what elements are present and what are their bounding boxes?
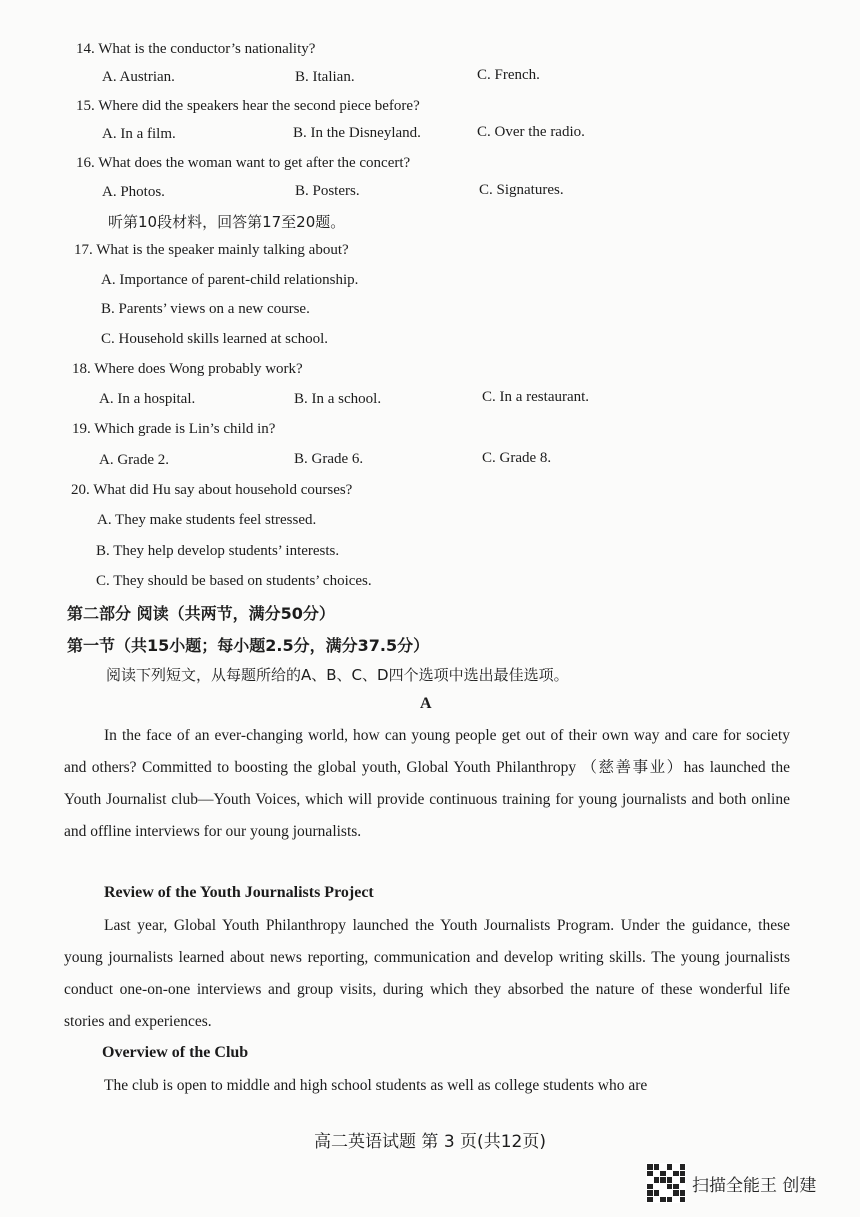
option-17a: A. Importance of parent-child relationship. (101, 272, 359, 288)
option-17b: B. Parents’ views on a new course. (101, 301, 310, 317)
passage-label: A (420, 695, 432, 712)
question-number: 17. (74, 242, 93, 258)
question-16 (76, 155, 410, 172)
option-14a: A. Austrian. (102, 69, 175, 85)
question-number: 16. (76, 155, 95, 171)
watermark-text: 扫描全能王 创建 (692, 1175, 817, 1196)
option-20c: C. They should be based on students’ choices. (96, 573, 372, 589)
option-14c: C. French. (477, 67, 540, 83)
question-number: 19. (72, 421, 91, 437)
question-20 (71, 482, 352, 499)
question-17 (74, 242, 349, 259)
question-number: 18. (72, 361, 91, 377)
option-16c: C. Signatures. (479, 182, 564, 198)
page-footer: 高二英语试题 第 3 页(共12页) (314, 1132, 546, 1152)
section-title: 第一节（共15小题；每小题2.5分，满分37.5分） (67, 636, 430, 655)
paragraph-text: Last year, Global Youth Philanthropy launched the Youth Journalists Program. Under the guidance, these young journalists learned about news reporting, communication and develop writing skills. The young journalists conduct one-on-one interviews and group visits, during which they absorbed the nature of these wonderful life stories and experiences. (64, 917, 790, 1030)
option-17c: C. Household skills learned at school. (101, 331, 329, 347)
option-19c: C. Grade 8. (482, 450, 552, 466)
option-15a: A. In a film. (102, 126, 176, 142)
question-number: 14. (76, 41, 95, 57)
option-16b: B. Posters. (295, 183, 360, 199)
part-title: 第二部分 阅读（共两节，满分50分） (67, 604, 335, 623)
option-18a: A. In a hospital. (99, 391, 196, 407)
option-15c: C. Over the radio. (477, 124, 585, 140)
paragraph-text: The club is open to middle and high school students as well as college students who are (104, 1077, 648, 1094)
section-heading: Overview of the Club (102, 1044, 249, 1061)
passage-paragraph-3 (64, 1070, 790, 1102)
option-14b: B. Italian. (295, 69, 355, 85)
question-text: Where does Wong probably work? (94, 361, 303, 377)
option-16a: A. Photos. (102, 184, 165, 200)
question-number: 15. (76, 98, 95, 114)
question-19 (72, 421, 275, 438)
reading-instruction: 阅读下列短文，从每题所给的A、B、C、D四个选项中选出最佳选项。 (106, 666, 569, 684)
question-text: What does the woman want to get after the concert? (98, 155, 411, 171)
question-text: Which grade is Lin’s child in? (94, 421, 276, 437)
question-text: What is the speaker mainly talking about? (96, 242, 349, 258)
question-14 (76, 41, 315, 58)
option-20b: B. They help develop students’ interests. (96, 543, 340, 559)
question-text: Where did the speakers hear the second piece before? (98, 98, 420, 114)
passage-paragraph-1 (64, 720, 790, 848)
scanner-watermark (646, 1163, 816, 1203)
option-19a: A. Grade 2. (99, 452, 169, 468)
passage-paragraph-2 (64, 910, 790, 1038)
option-19b: B. Grade 6. (294, 451, 364, 467)
option-20a: A. They make students feel stressed. (97, 512, 317, 528)
option-18b: B. In a school. (294, 391, 382, 407)
qr-code-icon (646, 1163, 686, 1203)
question-number: 20. (71, 482, 90, 498)
option-18c: C. In a restaurant. (482, 389, 590, 405)
instruction-text: 听第10段材料，回答第17至20题。 (108, 213, 346, 231)
question-15 (76, 98, 420, 115)
option-15b: B. In the Disneyland. (293, 125, 421, 141)
question-text: What did Hu say about household courses? (93, 482, 353, 498)
paragraph-text: In the face of an ever-changing world, how can young people get out of their own way and care for society and others? Committed to boosting the global youth, Global Youth Philanthropy （慈善事业）has launched the Youth Journalist club—Youth Voices, which will provide continuous training for young journalists and both online and offline interviews for our young journalists. (64, 727, 790, 840)
question-18 (72, 361, 303, 378)
section-heading: Review of the Youth Journalists Project (104, 884, 374, 901)
question-text: What is the conductor’s nationality? (98, 41, 316, 57)
